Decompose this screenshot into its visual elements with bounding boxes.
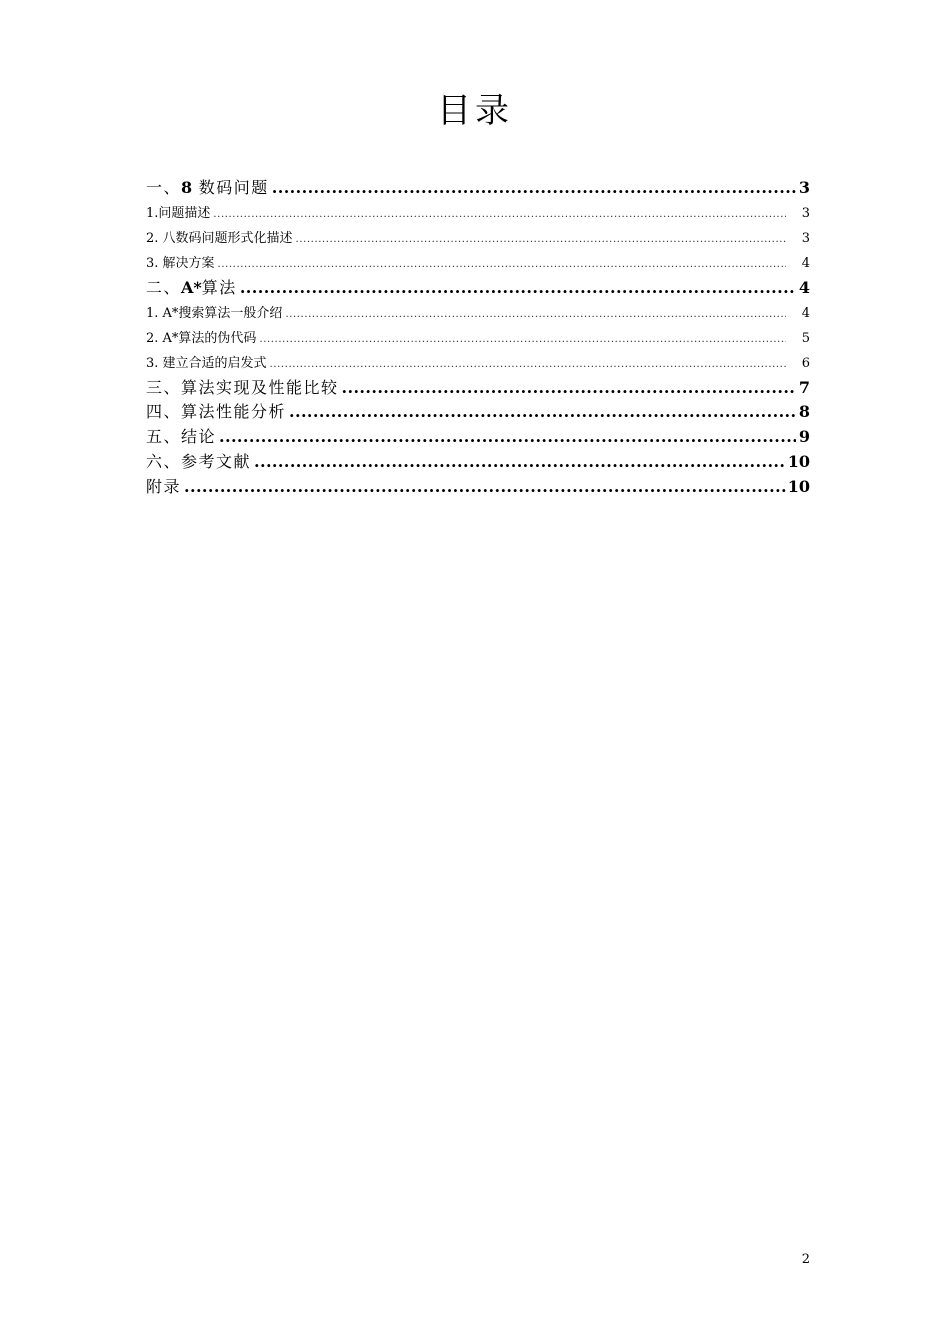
toc-page-number: 7 bbox=[798, 377, 810, 397]
toc-leader-dots bbox=[259, 326, 786, 351]
toc-entry[interactable] bbox=[146, 251, 810, 276]
toc-entry[interactable] bbox=[146, 351, 810, 376]
toc-leader-dots bbox=[254, 450, 786, 475]
toc-entry-label: 三、算法实现及性能比较 bbox=[146, 377, 339, 397]
toc-page-number: 3 bbox=[801, 230, 810, 246]
toc-leader-dots bbox=[270, 351, 786, 376]
toc-leader-dots bbox=[285, 301, 786, 326]
toc-page-number: 10 bbox=[787, 476, 810, 496]
toc-entry-label: 1.问题描述 bbox=[146, 205, 211, 221]
toc-leader-dots bbox=[213, 201, 786, 226]
toc-entry-label: 附录 bbox=[146, 476, 182, 496]
toc-page-number: 10 bbox=[787, 451, 810, 471]
toc-entry-label: 1. A*搜索算法一般介绍 bbox=[146, 305, 283, 321]
toc-leader-dots bbox=[296, 226, 786, 251]
toc-page-number: 6 bbox=[801, 355, 810, 371]
toc-entry-label: 二、A*算法 bbox=[146, 277, 237, 297]
toc-entry-label: 一、8 数码问题 bbox=[146, 178, 269, 197]
toc-leader-dots bbox=[272, 176, 796, 201]
toc-entry[interactable] bbox=[146, 450, 810, 475]
toc-entry[interactable] bbox=[146, 400, 810, 425]
toc-page-number: 3 bbox=[801, 205, 810, 221]
toc-entry[interactable] bbox=[146, 326, 810, 351]
toc-page-number: 4 bbox=[801, 255, 810, 271]
toc-page-number: 8 bbox=[798, 402, 810, 422]
toc-leader-dots bbox=[289, 400, 796, 425]
toc-entry[interactable] bbox=[146, 176, 810, 201]
toc-entry[interactable] bbox=[146, 301, 810, 326]
toc-entry-label: 3. 解决方案 bbox=[146, 255, 215, 271]
toc-leader-dots bbox=[219, 425, 796, 450]
toc-page-number: 9 bbox=[798, 427, 810, 447]
toc-entry[interactable] bbox=[146, 376, 810, 401]
toc-entry[interactable] bbox=[146, 475, 810, 500]
table-of-contents bbox=[146, 176, 810, 500]
toc-entry-label: 3. 建立合适的启发式 bbox=[146, 355, 267, 371]
toc-leader-dots bbox=[342, 376, 796, 401]
toc-entry-label: 六、参考文献 bbox=[146, 451, 252, 471]
toc-page-number: 4 bbox=[801, 305, 810, 321]
toc-entry-label: 五、结论 bbox=[146, 427, 217, 447]
toc-leader-dots bbox=[218, 251, 786, 276]
toc-page-number: 5 bbox=[801, 330, 810, 346]
toc-title: 目录 bbox=[437, 91, 513, 131]
toc-entry[interactable] bbox=[146, 425, 810, 450]
toc-leader-dots bbox=[240, 276, 796, 301]
toc-page-number: 4 bbox=[798, 277, 810, 297]
toc-entry-label: 四、算法性能分析 bbox=[146, 402, 287, 422]
page-number: 2 bbox=[801, 1252, 810, 1267]
toc-entry[interactable] bbox=[146, 226, 810, 251]
toc-entry-label: 2. A*算法的伪代码 bbox=[146, 330, 257, 346]
toc-leader-dots bbox=[184, 475, 786, 500]
toc-entry-label: 2. 八数码问题形式化描述 bbox=[146, 230, 293, 246]
toc-page-number: 3 bbox=[798, 178, 810, 197]
toc-entry[interactable] bbox=[146, 201, 810, 226]
toc-entry[interactable] bbox=[146, 276, 810, 301]
